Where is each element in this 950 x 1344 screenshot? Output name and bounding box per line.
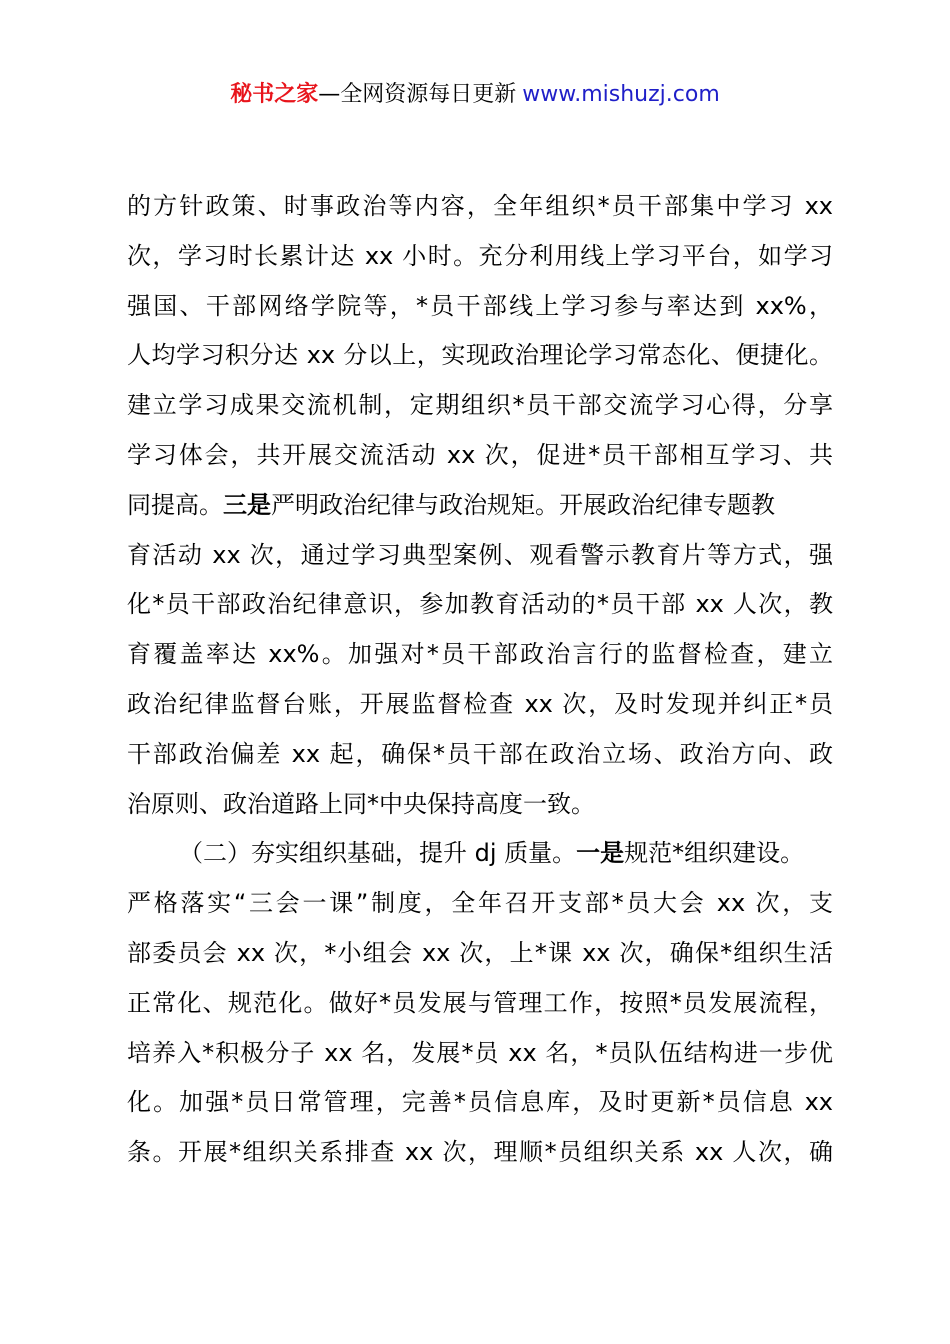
section-heading: （二）夯实组织基础，提升 dj 质量。 — [179, 839, 577, 868]
body-line: 化*员干部政治纪律意识，参加教育活动的*员干部 xx 人次，教 — [127, 590, 833, 619]
document-body — [127, 182, 833, 1178]
body-line: 治原则、政治道路上同*中央保持高度一致。 — [127, 789, 595, 818]
section-heading-line — [127, 829, 833, 879]
body-line — [127, 481, 833, 531]
site-url-link[interactable]: www.mishuzj.com — [522, 82, 720, 107]
body-line: 育活动 xx 次，通过学习典型案例、观看警示教育片等方式，强 — [127, 540, 833, 569]
body-line: 干部政治偏差 xx 起，确保*员干部在政治立场、政治方向、政 — [127, 739, 833, 768]
body-line: 强国、干部网络学院等，*员干部线上学习参与率达到 xx%， — [127, 291, 833, 320]
body-line: 建立学习成果交流机制，定期组织*员干部交流学习心得，分享 — [127, 391, 833, 420]
body-line: 严格落实“三会一课”制度，全年召开支部*员大会 xx 次，支 — [127, 889, 833, 918]
body-text: 规范*组织建设。 — [624, 839, 805, 868]
body-line: 正常化、规范化。做好*员发展与管理工作，按照*员发展流程， — [127, 988, 833, 1017]
body-line: 部委员会 xx 次，*小组会 xx 次，上*课 xx 次，确保*组织生活 — [127, 938, 833, 967]
body-line: 培养入*积极分子 xx 名，发展*员 xx 名，*员队伍结构进一步优 — [127, 1038, 833, 1067]
body-text: 同提高。 — [127, 490, 223, 519]
body-line: 次，学习时长累计达 xx 小时。充分利用线上学习平台，如学习 — [127, 241, 833, 270]
site-brand: 秘书之家 — [230, 82, 319, 107]
body-line: 条。开展*组织关系排查 xx 次，理顺*员组织关系 xx 人次，确 — [127, 1138, 833, 1167]
lead-phrase: 三是 — [223, 490, 271, 519]
site-tagline: —全网资源每日更新 — [318, 82, 517, 107]
body-line: 政治纪律监督台账，开展监督检查 xx 次，及时发现并纠正*员 — [127, 689, 833, 718]
lead-phrase: 一是 — [576, 839, 625, 868]
body-line: 学习体会，共开展交流活动 xx 次，促进*员干部相互学习、共 — [127, 440, 833, 469]
page-header — [0, 78, 950, 112]
body-text: 严明政治纪律与政治规矩。开展政治纪律专题教 — [271, 490, 775, 519]
body-line: 的方针政策、时事政治等内容，全年组织*员干部集中学习 xx — [127, 192, 833, 220]
body-line: 育覆盖率达 xx%。加强对*员干部政治言行的监督检查，建立 — [127, 640, 833, 669]
body-line: 人均学习积分达 xx 分以上，实现政治理论学习常态化、便捷化。 — [127, 341, 833, 370]
body-line: 化。加强*员日常管理，完善*员信息库，及时更新*员信息 xx — [127, 1088, 833, 1117]
